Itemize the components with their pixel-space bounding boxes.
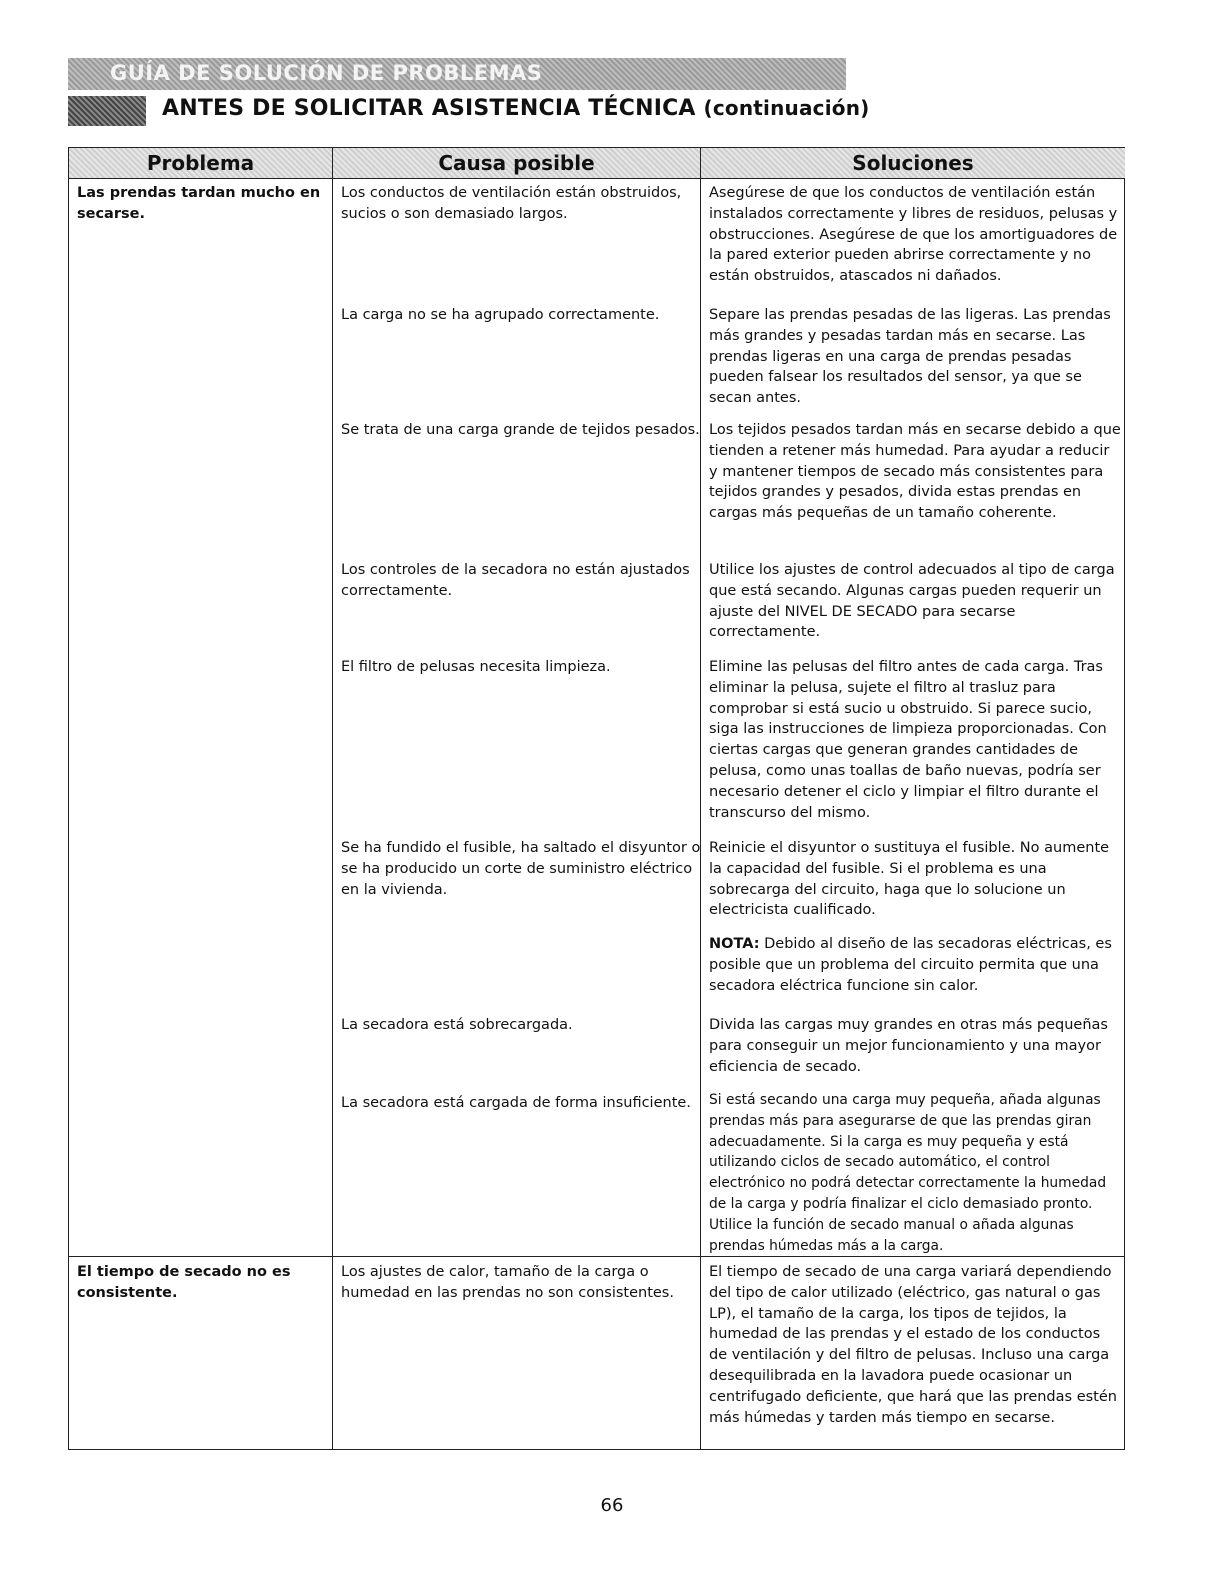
- solution-cell: Divida las cargas muy grandes en otras más pequeñas para conseguir un mejor funcionamiento y una mayor eficiencia de secado.: [709, 1017, 1108, 1075]
- solution-cell: Los tejidos pesados tardan más en secarse debido a que tienden a retener más humedad. Para ayudar a reducir y mantener tiempos de secado más consistentes para tejidos grandes y pesados, divida estas prendas en cargas más pequeñas de un tamaño coherente.: [709, 422, 1121, 522]
- cause-cell: Los controles de la secadora no están ajustados correctamente.: [341, 562, 690, 599]
- cause-cell: La secadora está sobrecargada.: [341, 1017, 573, 1033]
- header-problema: Problema: [69, 148, 332, 178]
- section-banner-text: GUÍA DE SOLUCIÓN DE PROBLEMAS: [110, 61, 543, 85]
- troubleshooting-table: [68, 147, 1125, 1450]
- solution-cell: Si está secando una carga muy pequeña, añada algunas prendas más para asegurarse de que las prendas giran adecuadamente. Si la carga es muy pequeña y está utilizando ciclos de secado automático, el control electrónico no podrá detectar correctamente la humedad de la carga y podría finalizar el ciclo demasiado pronto. Utilice la función de secado manual o añada algunas prendas húmedas más a la carga.: [709, 1092, 1107, 1254]
- section-banner: [68, 58, 846, 90]
- cause-cell: El filtro de pelusas necesita limpieza.: [341, 659, 611, 675]
- heading-suffix: (continuación): [703, 96, 870, 120]
- problem-cell: Las prendas tardan mucho en secarse.: [77, 185, 321, 222]
- column-divider: [332, 148, 333, 1449]
- note-cell: [709, 934, 1121, 996]
- problem-cell: El tiempo de secado no es consistente.: [77, 1264, 291, 1301]
- solution-cell: Elimine las pelusas del filtro antes de cada carga. Tras eliminar la pelusa, sujete el filtro al trasluz para comprobar si está sucio u obstruido. Si parece sucio, siga las instrucciones de limpieza proporcionadas. Con ciertas cargas que generan grandes cantidades de pelusa, como unas toallas de baño nuevas, podría ser necesario detener el ciclo y limpiar el filtro durante el transcurso del mismo.: [709, 659, 1107, 821]
- solution-cell: Asegúrese de que los conductos de ventilación están instalados correctamente y libres de residuos, pelusas y obstrucciones. Asegúrese de que los amortiguadores de la pared exterior pueden abrirse correctamente y no están obstruidos, atascados ni dañados.: [709, 185, 1118, 285]
- cause-cell: Los ajustes de calor, tamaño de la carga o humedad en las prendas no son consistentes.: [341, 1264, 674, 1301]
- solution-cell: Utilice los ajustes de control adecuados al tipo de carga que está secando. Algunas cargas pueden requerir un ajuste del NIVEL DE SECADO para secarse correctamente.: [709, 562, 1115, 641]
- note-text: Debido al diseño de las secadoras eléctricas, es posible que un problema del circuito permita que una secadora eléctrica funcione sin calor.: [709, 936, 1112, 994]
- column-divider: [700, 148, 701, 1449]
- cause-cell: Se ha fundido el fusible, ha saltado el disyuntor o se ha producido un corte de suministro eléctrico en la vivienda.: [341, 840, 701, 898]
- row-divider: [69, 178, 1124, 179]
- cause-cell: La carga no se ha agrupado correctamente.: [341, 307, 660, 323]
- page-heading: [162, 96, 870, 121]
- solution-cell: Reinicie el disyuntor o sustituya el fusible. No aumente la capacidad del fusible. Si el problema es una sobrecarga del circuito, haga que lo solucione un electricista cualificado.: [709, 840, 1110, 919]
- solution-cell: Separe las prendas pesadas de las ligeras. Las prendas más grandes y pesadas tardan más en secarse. Las prendas ligeras en una carga de prendas pesadas pueden falsear los resultados del sensor, ya que se secan antes.: [709, 307, 1111, 407]
- note-label: NOTA:: [709, 936, 760, 952]
- solution-cell: El tiempo de secado de una carga variará dependiendo del tipo de calor utilizado (eléctrico, gas natural o gas LP), el tamaño de la carga, los tipos de tejidos, la humedad de las prendas y el estado de los conductos de ventilación y del filtro de pelusas. Incluso una carga desequilibrada en la lavadora puede ocasionar un centrifugado deficiente, que hará que las prendas estén más húmedas y tarden más tiempo en secarse.: [709, 1264, 1117, 1426]
- cause-cell: Los conductos de ventilación están obstruidos, sucios o son demasiado largos.: [341, 185, 682, 222]
- heading-text: ANTES DE SOLICITAR ASISTENCIA TÉCNICA: [162, 96, 696, 121]
- cause-cell: Se trata de una carga grande de tejidos pesados.: [341, 422, 700, 438]
- header-causa: Causa posible: [333, 148, 700, 178]
- heading-marker-icon: [68, 96, 146, 126]
- page-number: 66: [600, 1495, 624, 1516]
- header-soluciones: Soluciones: [701, 148, 1125, 178]
- cause-cell: La secadora está cargada de forma insuficiente.: [341, 1095, 691, 1111]
